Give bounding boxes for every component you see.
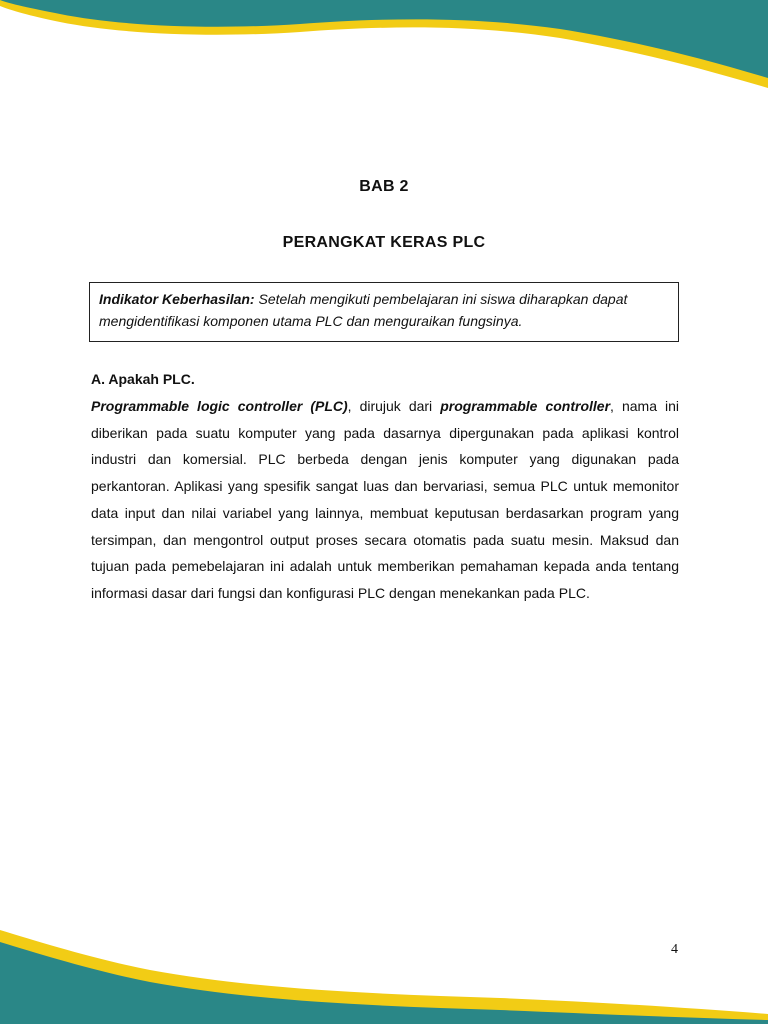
- page-number: 4: [671, 942, 678, 957]
- indicator-text: Setelah mengikuti pembelajaran ini siswa diharapkan dapat mengidentifikasi komponen utama PLC dan menguraikan fungsinya.: [99, 291, 628, 329]
- header-wave-decoration: [0, 0, 768, 95]
- indicator-label: Indikator Keberhasilan:: [99, 291, 255, 307]
- term-plc: Programmable logic controller (PLC): [91, 398, 348, 414]
- paragraph-text-1: , dirujuk dari: [347, 398, 441, 414]
- section-heading: A. Apakah PLC.: [91, 371, 195, 387]
- footer-wave-decoration: [0, 924, 768, 1024]
- term-programmable-controller: programmable controller: [440, 398, 611, 414]
- chapter-title: PERANGKAT KERAS PLC: [282, 234, 486, 251]
- chapter-number: BAB 2: [359, 178, 409, 195]
- indicator-box: [89, 282, 679, 342]
- paragraph-text-2: , nama ini diberikan pada suatu komputer yang pada dasarnya dipergunakan pada aplikasi kontrol industri dan komersial. PLC berbeda dengan jenis komputer yang digunakan pada perkantoran. Aplikasi yang spesifik sangat luas dan bervariasi, semua PLC untuk memonitor data input dan nilai variabel yang lainnya, membuat keputusan berdasarkan program yang tersimpan, dan mengontrol output proses secara otomatis pada suatu mesin. Maksud dan tujuan pada pemebelajaran ini adalah untuk memberikan pemahaman kepada anda tentang informasi dasar dari fungsi dan konfigurasi PLC dengan menekankan pada PLC.: [91, 398, 680, 601]
- section-paragraph: [91, 393, 679, 607]
